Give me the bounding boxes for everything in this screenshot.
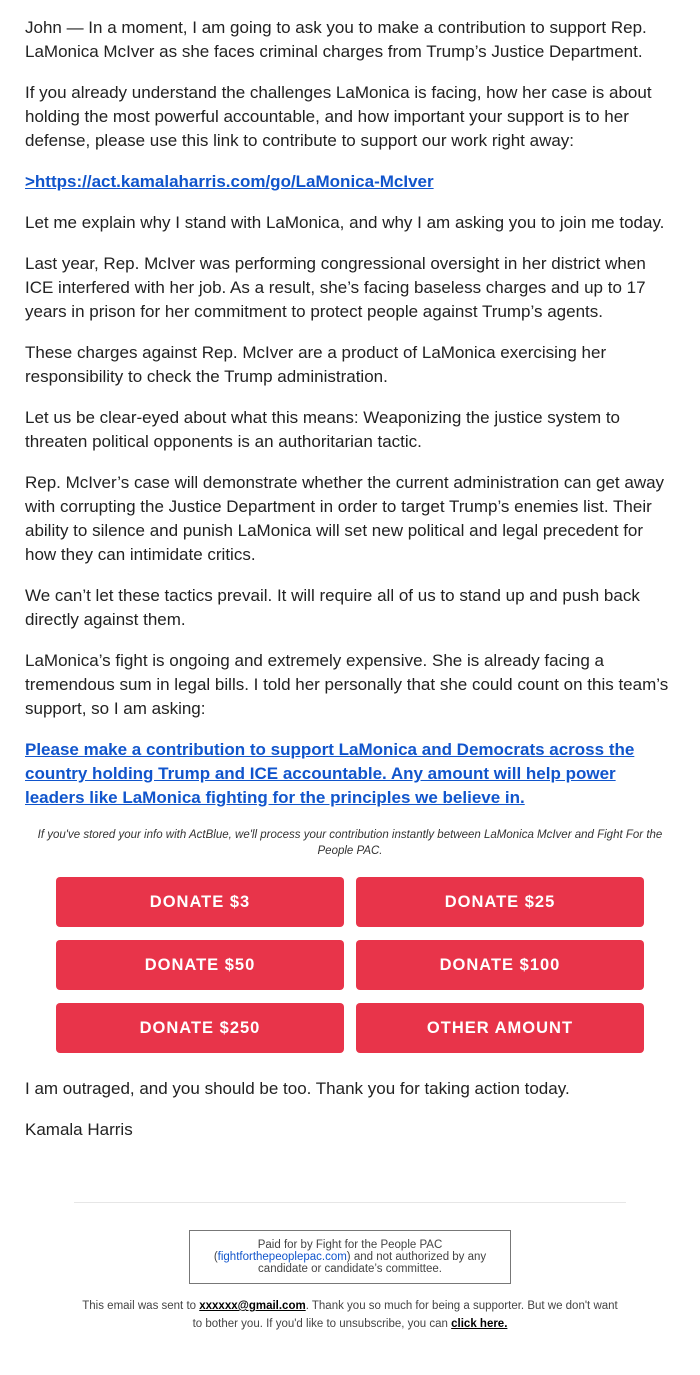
donate-buttons [56,877,675,1053]
paragraph: If you already understand the challenges LaMonica is facing, how her case is about holding the most powerful accountable, and how important your support is to her defense, please use this link to contribute to support our work right away: [25,83,652,150]
footer-divider [74,1202,626,1203]
paragraph: We can’t let these tactics prevail. It will require all of us to stand up and push back directly against them. [25,586,640,629]
paragraph: Let us be clear-eyed about what this means: Weaponizing the justice system to threaten political opponents is an authoritarian tactic. [25,408,621,451]
intro-paragraph: John — In a moment, I am going to ask you to make a contribution to support Rep. LaMonica McIver as she faces criminal charges from Trump’s Justice Department. [25,18,647,61]
recipient-email-link[interactable]: xxxxxx@gmail.com [199,1300,306,1312]
sent-text: This email was sent to [82,1300,200,1312]
paren: ( [213,1251,218,1263]
donate-100-button[interactable]: DONATE $100 [356,940,644,990]
paid-for-text: Paid for by Fight for the People PAC [257,1239,443,1251]
signature: Kamala Harris [25,1120,133,1139]
unsubscribe-footer [80,1297,620,1333]
donate-50-button[interactable]: DONATE $50 [56,940,344,990]
authorization-text: ) and not authorized by any candidate or candidate’s committee. [258,1251,487,1275]
paragraph: LaMonica’s fight is ongoing and extremely expensive. She is already facing a tremendous sum in legal bills. I told her personally that she could count on this team’s support, so I am asking: [25,651,669,718]
donate-3-button[interactable]: DONATE $3 [56,877,344,927]
paragraph: Last year, Rep. McIver was performing congressional oversight in her district when ICE interfered with her job. As a result, she’s facing baseless charges and up to 17 years in prison for her commitment to protect people against Trump’s agents. [25,254,646,321]
supporter-text: . Thank you so much for being a supporter. But we don't want to bother you. If you'd like to unsubscribe, you can [192,1300,618,1330]
paragraph: Let me explain why I stand with LaMonica, and why I am asking you to join me today. [25,213,665,232]
contribution-cta-link[interactable]: Please make a contribution to support LaMonica and Democrats across the country holding Trump and ICE accountable. Any amount will help power leaders like LaMonica fighting for the principles we believe in. [25,740,635,807]
donate-25-button[interactable]: DONATE $25 [356,877,644,927]
paragraph: These charges against Rep. McIver are a product of LaMonica exercising her responsibility to check the Trump administration. [25,343,607,386]
other-amount-button[interactable]: OTHER AMOUNT [356,1003,644,1053]
donate-250-button[interactable]: DONATE $250 [56,1003,344,1053]
pac-website-link[interactable]: fightforthepeoplepac.com [217,1251,347,1263]
paid-for-disclaimer [189,1230,511,1284]
actblue-note: If you've stored your info with ActBlue, we'll process your contribution instantly between LaMonica McIver and Fight For the People PAC. [37,829,663,857]
unsubscribe-link[interactable]: click here. [451,1318,508,1330]
closing-paragraph: I am outraged, and you should be too. Thank you for taking action today. [25,1079,570,1098]
paragraph: Rep. McIver’s case will demonstrate whether the current administration can get away with corrupting the Justice Department in order to target Trump’s enemies list. Their ability to silence and punish LaMonica will set new political and legal precedent for how they can intimidate critics. [25,473,665,564]
contribute-link[interactable]: >https://act.kamalaharris.com/go/LaMonica-McIver [25,172,434,191]
